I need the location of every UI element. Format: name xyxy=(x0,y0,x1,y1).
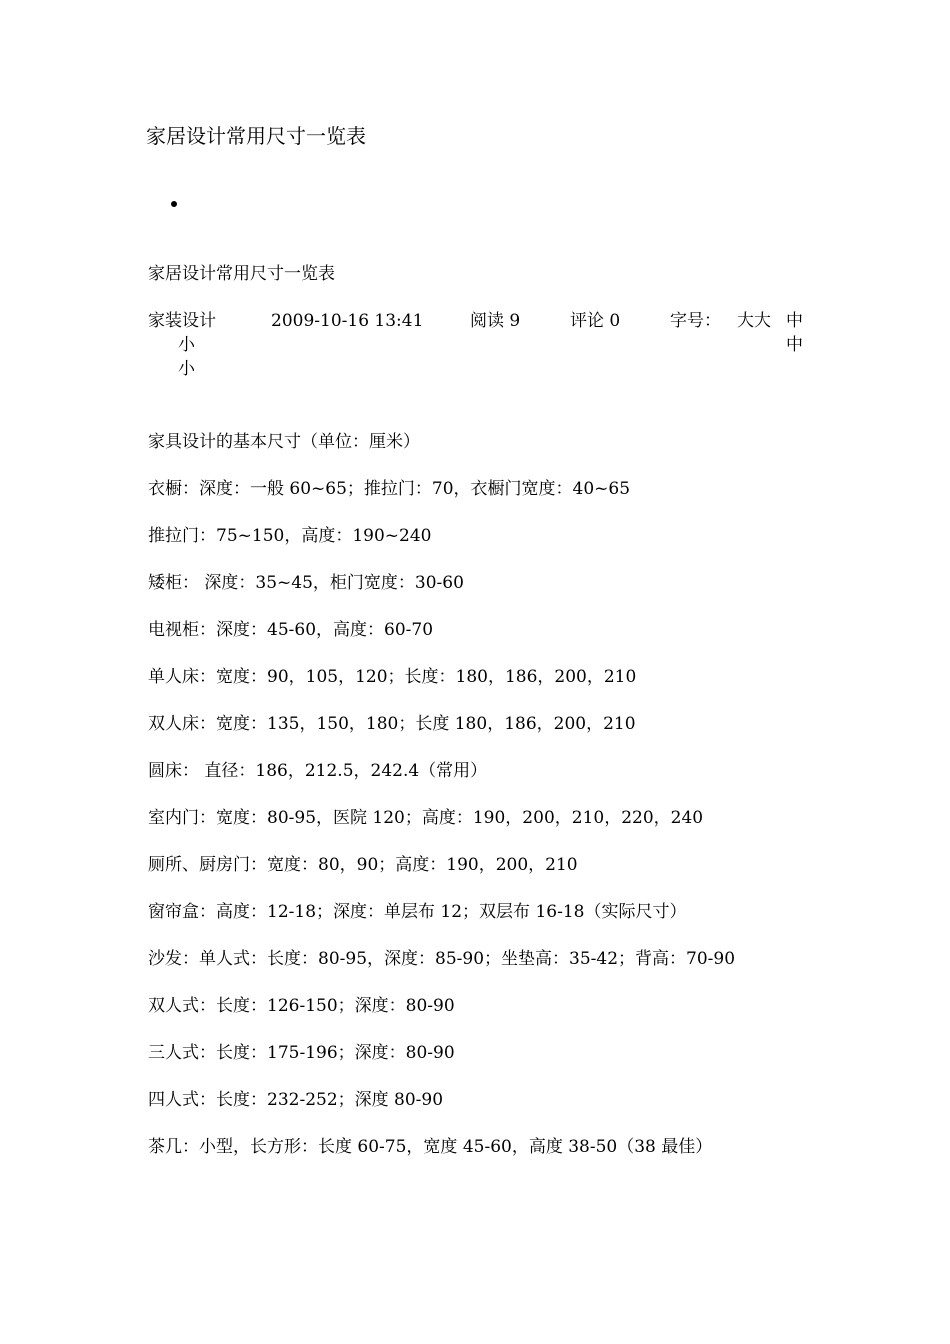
font-size-label: 字号： xyxy=(670,311,721,331)
content-line: 圆床： 直径：186，212.5，242.4（常用） xyxy=(148,761,488,781)
post-datetime: 2009-10-16 13:41 xyxy=(271,311,424,331)
font-size-large-link[interactable]: 大大 xyxy=(737,311,771,331)
list-bullet xyxy=(171,201,177,207)
content-line: 窗帘盒：高度：12-18；深度：单层布 12；双层布 16-18（实际尺寸） xyxy=(148,902,687,922)
content-line: 推拉门：75~150，高度：190~240 xyxy=(148,526,432,546)
content-line: 家具设计的基本尺寸（单位：厘米） xyxy=(148,432,420,452)
content-line: 矮柜： 深度：35~45，柜门宽度：30-60 xyxy=(148,573,464,593)
article-meta xyxy=(148,309,808,381)
content-line: 四人式：长度：232-252；深度 80-90 xyxy=(148,1090,444,1110)
content-line: 沙发：单人式：长度：80-95，深度：85-90；坐垫高：35-42；背高：70-90 xyxy=(148,949,736,969)
content-line: 单人床：宽度：90，105，120；长度：180，186，200，210 xyxy=(148,667,637,687)
comment-count[interactable]: 评论 0 xyxy=(570,311,621,331)
article-title: 家居设计常用尺寸一览表 xyxy=(148,264,335,284)
font-size-medium-link[interactable]: 中中 xyxy=(786,311,803,355)
page-title: 家居设计常用尺寸一览表 xyxy=(146,124,366,148)
content-line: 室内门：宽度：80-95，医院 120；高度：190，200，210，220，240 xyxy=(148,808,704,828)
content-line: 衣橱：深度：一般 60~65；推拉门：70，衣橱门宽度：40~65 xyxy=(148,479,631,499)
content-line: 茶几：小型，长方形：长度 60-75，宽度 45-60，高度 38-50（38 最佳） xyxy=(148,1137,713,1157)
category-link[interactable]: 家装设计 xyxy=(148,311,216,331)
content-line: 双人床：宽度：135，150，180；长度 180，186，200，210 xyxy=(148,714,636,734)
read-count: 阅读 9 xyxy=(470,311,521,331)
content-line: 三人式：长度：175-196；深度：80-90 xyxy=(148,1043,455,1063)
article-content xyxy=(148,430,848,1182)
content-line: 双人式：长度：126-150；深度：80-90 xyxy=(148,996,455,1016)
content-line: 厕所、厨房门：宽度：80，90；高度：190，200，210 xyxy=(148,855,578,875)
content-line: 电视柜：深度：45-60，高度：60-70 xyxy=(148,620,434,640)
font-size-small-link[interactable]: 小小 xyxy=(178,335,195,379)
